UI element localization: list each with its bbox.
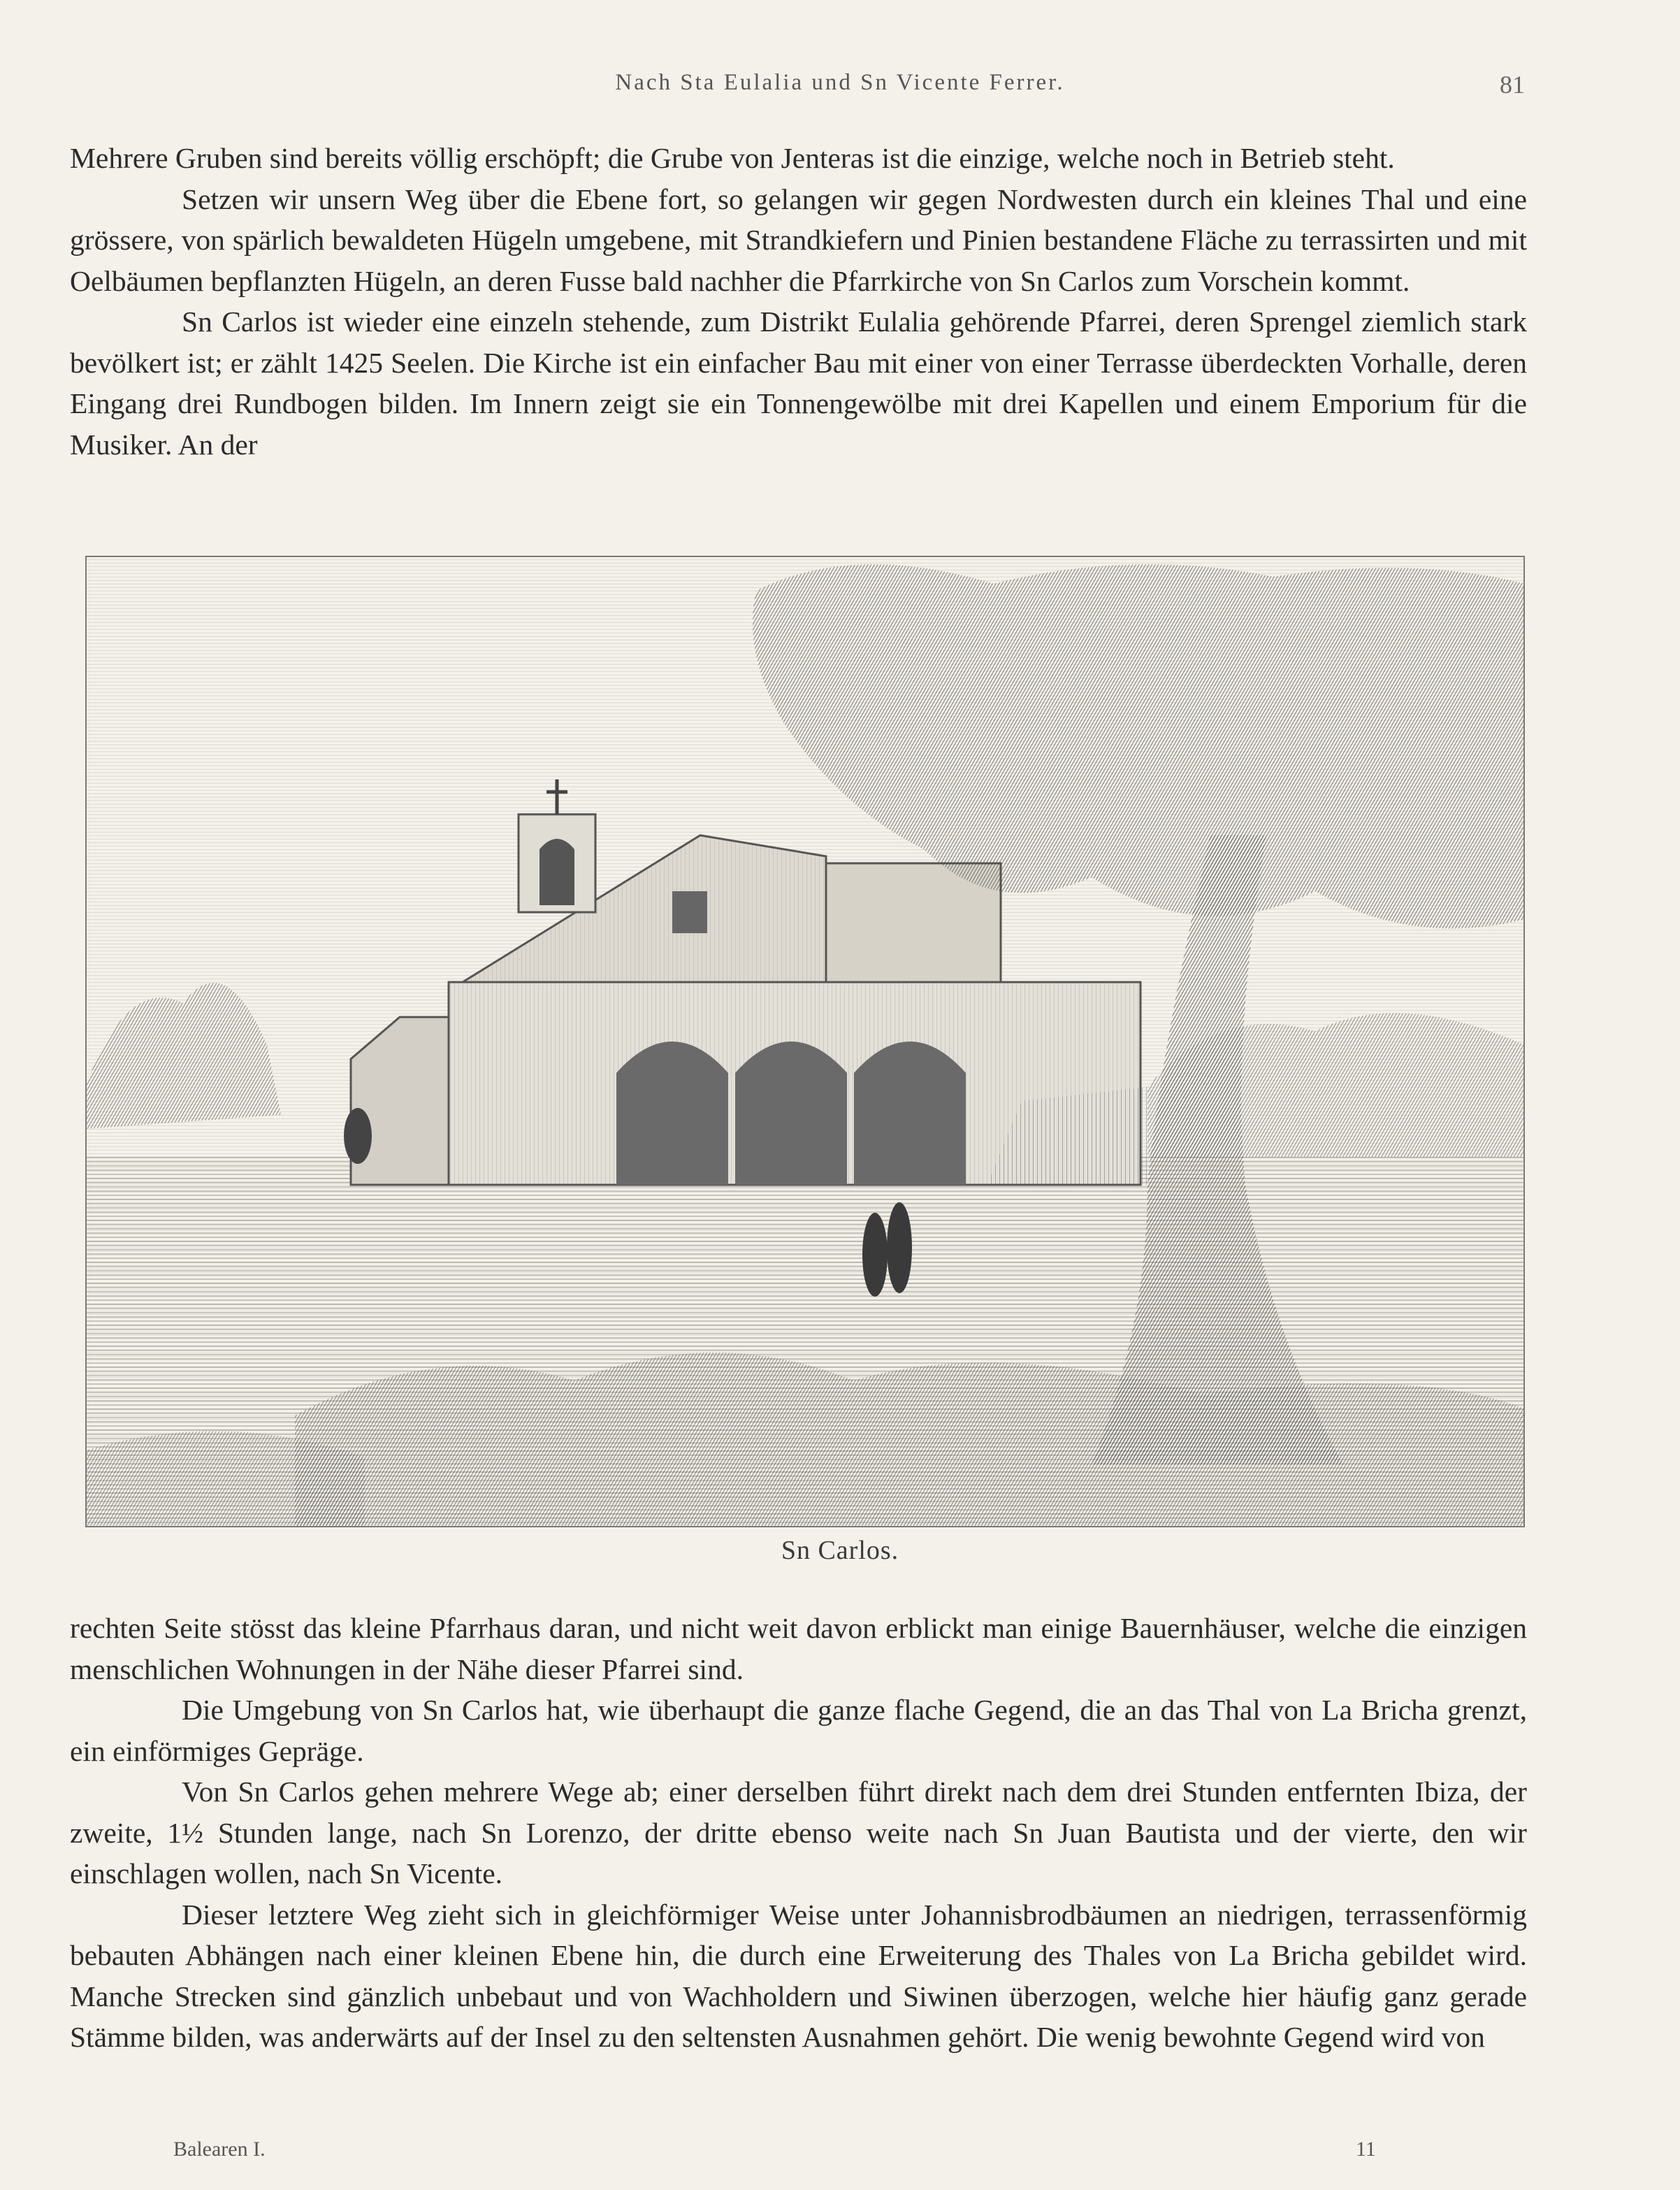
page-number: 81 (1500, 71, 1525, 99)
text-block-top (70, 138, 1527, 465)
paragraph: rechten Seite stösst das kleine Pfarrhaus daran, und nicht weit davon erblickt man einige Bauernhäuser, welche die einzigen menschlichen Wohnungen in der Nähe dieser Pfarrei sind. (70, 1612, 1527, 1685)
paragraph: Setzen wir unsern Weg über die Ebene fort, so gelangen wir gegen Nordwesten durch ein kleines Thal und eine grössere, von spärlich bewaldeten Hügeln umgebene, mit Strandkiefern und Pinien bestandene Fläche zu terrassirten und mit Oelbäumen bepflanzten Hügeln, an deren Fusse bald nachher die Pfarrkirche von Sn Carlos zum Vorschein kommt. (70, 182, 1527, 297)
footer-sheet-number: 11 (1356, 2138, 1376, 2161)
paragraph: Dieser letztere Weg zieht sich in gleichförmiger Weise unter Johannisbrodbäumen an niedrigen, terrassenförmig bebauten Abhängen nach einer kleinen Ebene hin, die durch eine Erweiterung des Thales von La Bricha gebildet wird. Manche Strecken sind gänzlich unbebaut und von Wachholdern und Siwinen überzogen, welche hier häufig ganz gerade Stämme bilden, was anderwärts auf der Insel zu den seltensten Ausnahmen gehört. Die wenig bewohnte Gegend wird von (70, 1898, 1527, 2053)
paragraph: Von Sn Carlos gehen mehrere Wege ab; einer derselben führt direkt nach dem drei Stunden entfernten Ibiza, der zweite, 1½ Stunden lange, nach Sn Lorenzo, der dritte ebenso weite nach Sn Juan Bautista und der vierte, den wir einschlagen wollen, nach Sn Vicente. (70, 1775, 1527, 1889)
figure-caption: Sn Carlos. (781, 1536, 899, 1565)
footer (0, 2138, 1680, 2166)
footer-signature: Balearen I. (173, 2138, 266, 2161)
running-head (0, 70, 1680, 105)
running-title: Nach Sta Eulalia und Sn Vicente Ferrer. (615, 70, 1065, 95)
paragraph: Die Umgebung von Sn Carlos hat, wie überhaupt die ganze flache Gegend, die an das Thal von La Bricha grenzt, ein einförmiges Gepräge. (70, 1694, 1527, 1767)
paragraph: Mehrere Gruben sind bereits völlig erschöpft; die Grube von Jenteras ist die einzige, welche noch in Betrieb steht. (70, 142, 1395, 174)
text-block-bottom (70, 1608, 1527, 2058)
paragraph: Sn Carlos ist wieder eine einzeln stehende, zum Distrikt Eulalia gehörende Pfarrei, deren Sprengel ziemlich stark bevölkert ist; er zählt 1425 Seelen. Die Kirche ist ein einfacher Bau mit einer von einer Terrasse überdeckten Vorhalle, deren Eingang drei Rundbogen bilden. Im Innern zeigt sie ein Tonnengewölbe mit drei Kapellen und einem Emporium für die Musiker. An der (70, 305, 1527, 461)
engraving-illustration (85, 556, 1525, 1527)
